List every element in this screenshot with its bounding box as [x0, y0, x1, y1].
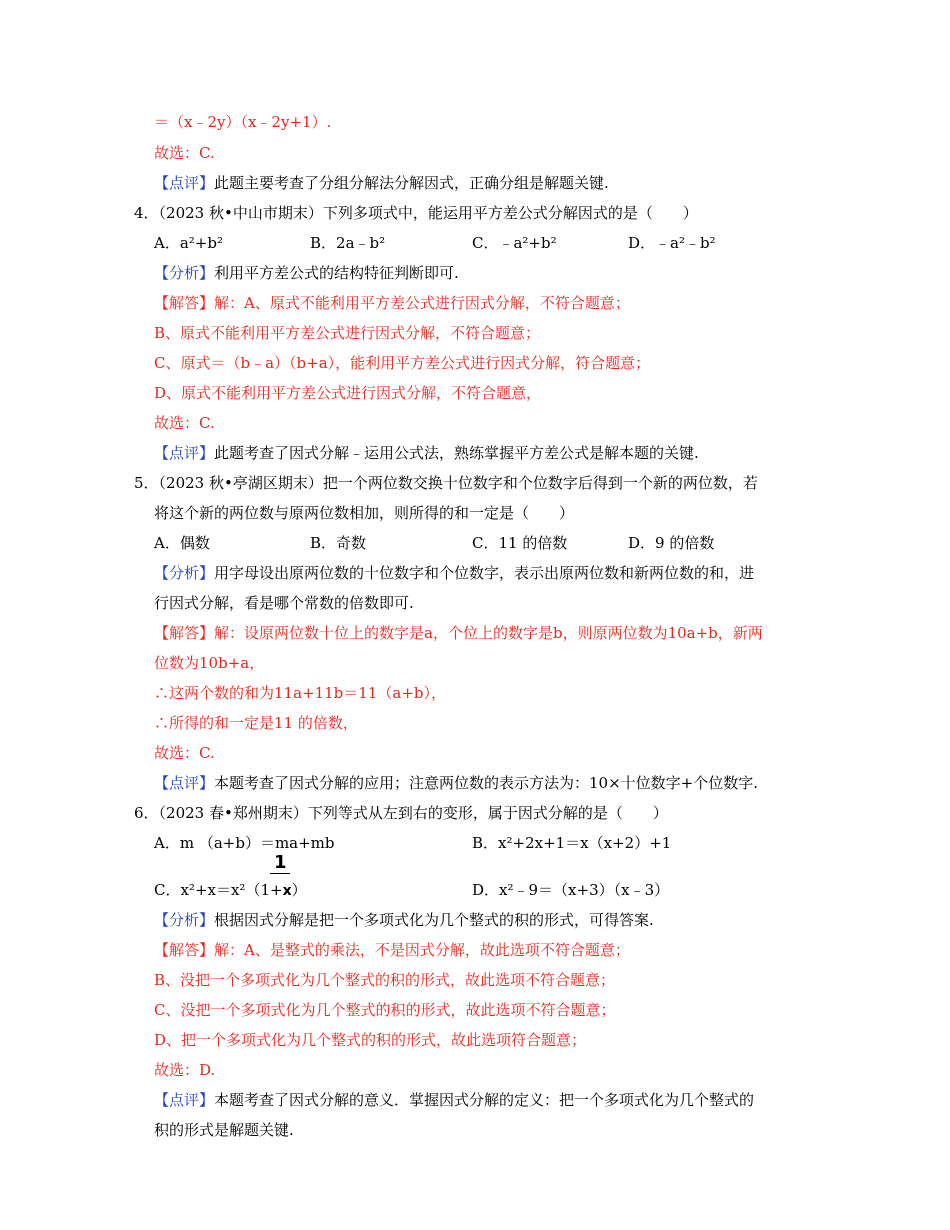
q4-analysis	[154, 263, 459, 283]
q5-option-c: C．11 的倍数	[472, 534, 568, 552]
q5-answer-line-2: 位数为10b+a，	[154, 654, 265, 672]
answer-text: 解：A、原式不能利用平方差公式进行因式分解，不符合题意；	[214, 294, 630, 312]
option-c-text: C．x²+x＝x²（1+	[154, 881, 283, 899]
q6-option-b: B．x²+2x+1＝x（x+2）+1	[472, 834, 672, 852]
fraction-denominator: x	[282, 883, 292, 899]
q4-answer-line-4: D、原式不能利用平方差公式进行因式分解，不符合题意，	[154, 384, 542, 402]
review-tag: 【点评】	[154, 444, 215, 462]
q5-answer-line-5: 故选：C.	[154, 744, 215, 762]
question-5-stem-2: 将这个新的两位数与原两位数相加，则所得的和一定是（ ）	[154, 504, 575, 522]
answer-text: 解：设原两位数十位上的数字是a，个位上的数字是b，则原两位数为10a+b，新两	[214, 624, 763, 642]
q5-answer-line-1	[154, 623, 763, 643]
q6-analysis	[154, 910, 654, 930]
q4-option-d: D．﹣a²﹣b²	[628, 234, 716, 252]
analysis-text: 用字母设出原两位数的十位数字和个位数字，表示出原两位数和新两位数的和，进	[214, 564, 755, 582]
choice-line: 故选：C.	[154, 144, 215, 162]
q4-option-b: B．2a﹣b²	[310, 234, 386, 252]
analysis-tag: 【分析】	[154, 911, 215, 929]
q6-option-a: A．m （a+b）＝ma+mb	[154, 834, 335, 852]
q6-option-d: D．x²﹣9＝（x+3）（x﹣3）	[472, 881, 670, 899]
q6-answer-line-4: D、把一个多项式化为几个整式的积的形式，故此选项符合题意；	[154, 1031, 587, 1049]
review-line	[154, 173, 609, 193]
q5-answer-line-3: ∴这两个数的和为11a+11b＝11（a+b），	[154, 684, 446, 702]
q6-review-1	[154, 1090, 754, 1110]
q6-answer-line-5: 故选：D.	[154, 1061, 216, 1079]
answer-tag: 【解答】	[154, 294, 215, 312]
q4-option-a: A．a²+b²	[154, 234, 223, 252]
answer-tag: 【解答】	[154, 941, 215, 959]
question-6-stem: 6．（2023 春•郑州期末）下列等式从左到右的变形，属于因式分解的是（ ）	[134, 804, 668, 822]
q4-answer-line-3: C、原式＝（b﹣a）（b+a），能利用平方差公式进行因式分解，符合题意；	[154, 354, 651, 372]
analysis-text: 利用平方差公式的结构特征判断即可.	[214, 264, 459, 282]
question-4-stem: 4．（2023 秋•中山市期末）下列多项式中，能运用平方差公式分解因式的是（ ）	[134, 204, 698, 222]
q4-answer-line-1	[154, 293, 630, 313]
q5-option-d: D．9 的倍数	[628, 534, 715, 552]
q6-answer-line-1	[154, 940, 630, 960]
review-tag: 【点评】	[154, 1091, 215, 1109]
q6-review-2: 积的形式是解题关键.	[154, 1121, 294, 1139]
q5-review	[154, 773, 758, 793]
q4-review	[154, 443, 699, 463]
review-text: 本题考查了因式分解的应用；注意两位数的表示方法为：10×十位数字+个位数字.	[214, 774, 759, 792]
review-tag: 【点评】	[154, 174, 215, 192]
q5-analysis-1	[154, 563, 754, 583]
q4-answer-line-5: 故选：C.	[154, 414, 215, 432]
q4-option-c: C．﹣a²+b²	[472, 234, 557, 252]
fraction-bar	[270, 873, 290, 874]
question-5-stem-1: 5．（2023 秋•亭湖区期末）把一个两位数交换十位数字和个位数字后得到一个新的两位数，若	[134, 474, 758, 492]
review-text: 本题考查了因式分解的意义．掌握因式分解的定义：把一个多项式化为几个整式的	[214, 1091, 755, 1109]
answer-tag: 【解答】	[154, 624, 215, 642]
q5-analysis-2: 行因式分解，看是哪个常数的倍数即可.	[154, 594, 414, 612]
q4-answer-line-2: B、原式不能利用平方差公式进行因式分解，不符合题意；	[154, 324, 541, 342]
analysis-text: 根据因式分解是把一个多项式化为几个整式的积的形式，可得答案.	[214, 911, 654, 929]
q6-option-c	[154, 880, 307, 901]
review-tag: 【点评】	[154, 774, 215, 792]
review-text: 此题主要考查了分组分解法分解因式，正确分组是解题关键.	[214, 174, 609, 192]
q6-answer-line-2: B、没把一个多项式化为几个整式的积的形式，故此选项不符合题意；	[154, 971, 616, 989]
answer-text: 解：A、是整式的乘法，不是因式分解，故此选项不符合题意；	[214, 941, 630, 959]
review-text: 此题考查了因式分解﹣运用公式法，熟练掌握平方差公式是解本题的关键.	[214, 444, 699, 462]
answer-line: ＝（x﹣2y）（x﹣2y+1）.	[154, 113, 332, 131]
q5-answer-line-4: ∴所得的和一定是11 的倍数，	[154, 714, 358, 732]
option-c-close: ）	[291, 881, 307, 899]
q5-option-b: B．奇数	[310, 534, 367, 552]
fraction-numerator: 1	[274, 852, 287, 873]
q5-option-a: A．偶数	[154, 534, 210, 552]
analysis-tag: 【分析】	[154, 264, 215, 282]
q6-answer-line-3: C、没把一个多项式化为几个整式的积的形式，故此选项不符合题意；	[154, 1001, 616, 1019]
analysis-tag: 【分析】	[154, 564, 215, 582]
